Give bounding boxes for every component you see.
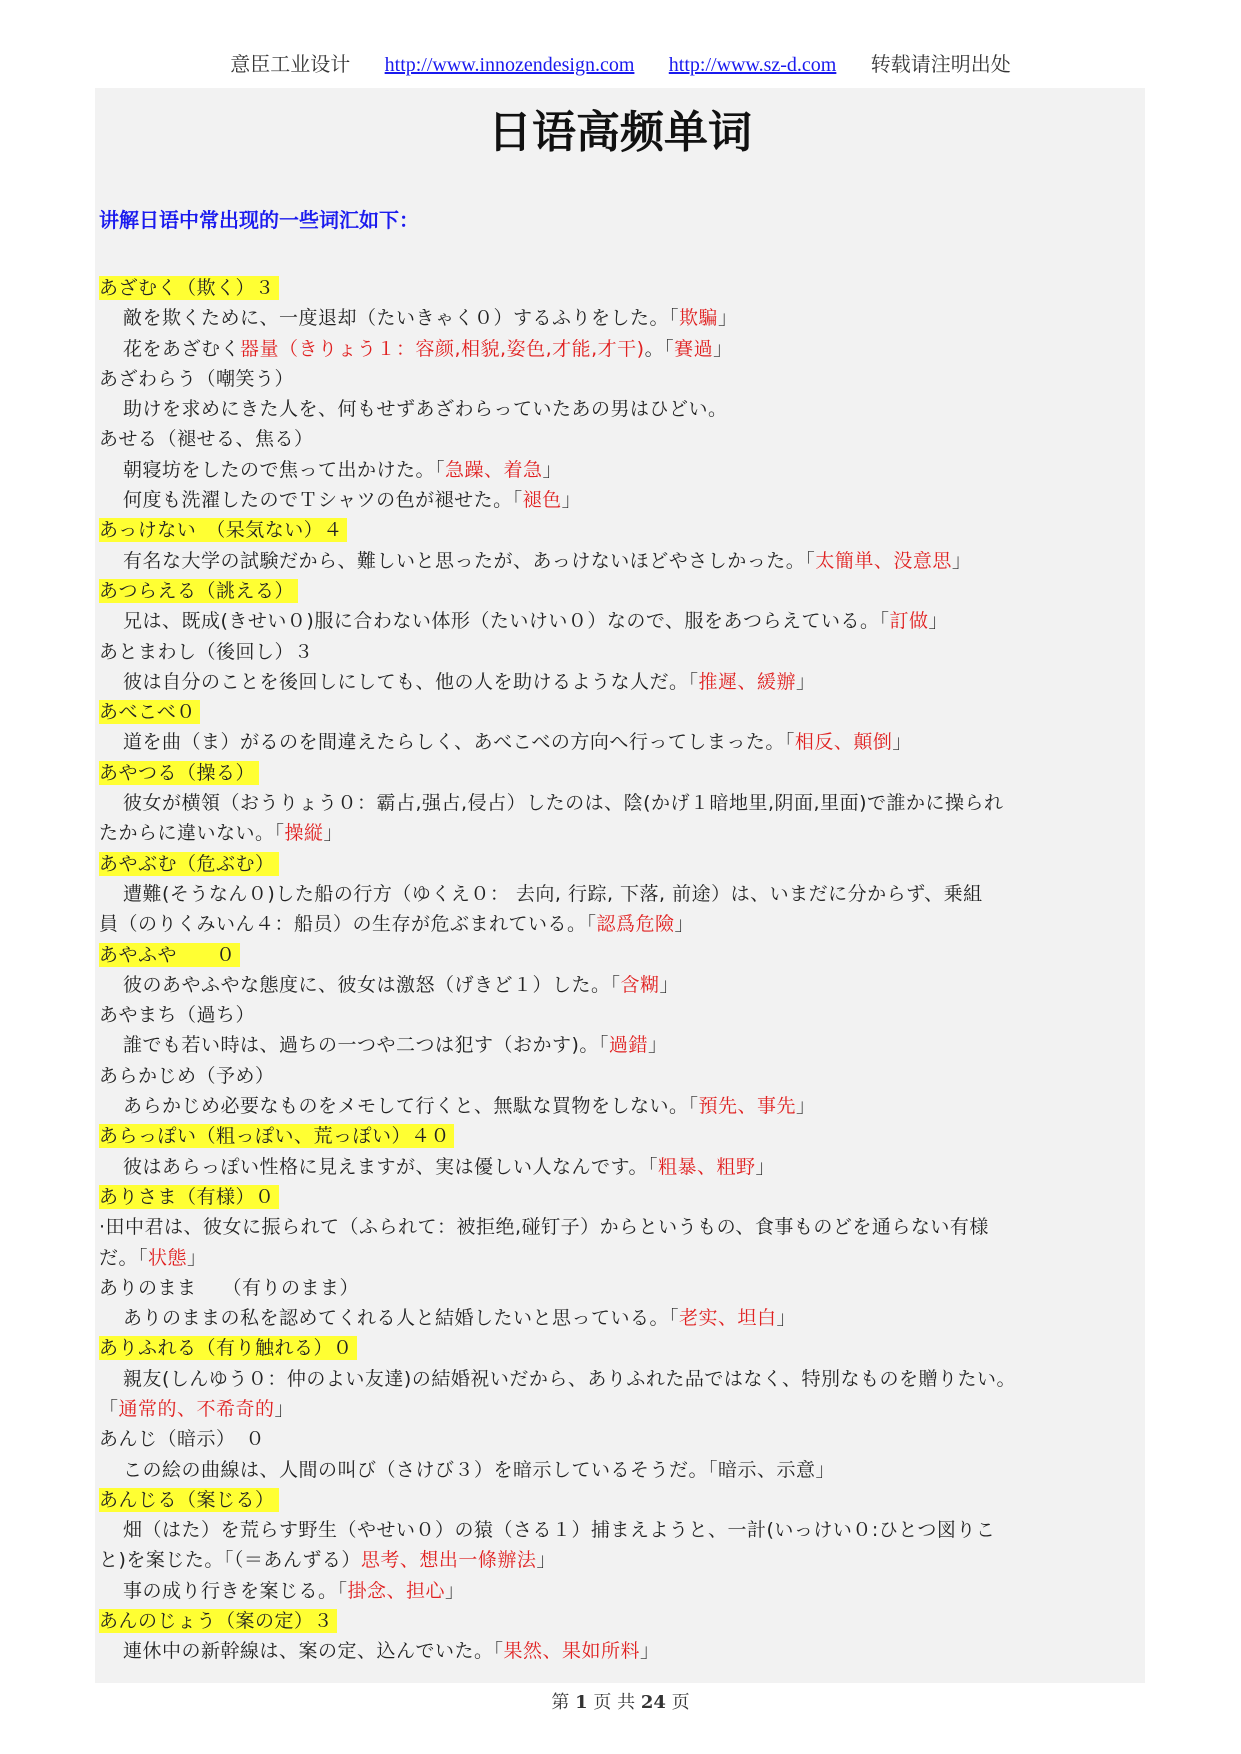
example-sentence — [99, 667, 1159, 697]
vocab-entry — [99, 364, 1159, 394]
highlighted-term — [99, 700, 200, 724]
text-segment: 親友(しんゆう０：仲のよい友達)の結婚祝いだから、ありふれた品ではなく、特別なものを贈りたい。 — [123, 1367, 1016, 1390]
translation-text: 思考、想出一條辦法 — [360, 1549, 537, 1572]
text-segment: あらっぽい（粗っぽい、荒っぽい）４０ — [99, 1125, 451, 1148]
highlighted-term — [99, 1185, 279, 1209]
text-segment: 」 — [674, 913, 695, 936]
text-segment: 。「 — [644, 337, 675, 360]
page-footer — [0, 1688, 1241, 1714]
text-segment: 員（のりくみいん４：船员）の生存が危ぶまれている。「 — [99, 913, 597, 936]
footer-prefix: 第 — [551, 1692, 570, 1713]
example-sentence — [99, 879, 1159, 909]
example-sentence — [99, 1636, 1159, 1666]
example-sentence — [99, 485, 1159, 515]
line-text — [99, 822, 343, 844]
text-segment: 彼は自分のことを後回しにしても、他の人を助けるような人だ。「 — [123, 670, 699, 693]
vocab-entry — [99, 940, 1159, 970]
vocab-entry — [99, 1273, 1159, 1303]
text-segment: 有名な大学の試験だから、難しいと思ったが、あっけないほどやさしかった。「 — [123, 549, 816, 572]
translation-text: 粗暴、粗野 — [657, 1155, 756, 1178]
vocab-entry — [99, 273, 1159, 303]
text-segment: ありふれる（有り触れる）０ — [99, 1337, 353, 1360]
example-sentence — [99, 334, 1159, 364]
line-text — [123, 489, 581, 511]
text-segment: 事の成り行きを案じる。「 — [123, 1579, 348, 1602]
example-sentence — [99, 1091, 1159, 1121]
continuation-line — [99, 909, 1159, 939]
text-segment: 道を曲（ま）がるのを間違えたらしく、あべこべの方向へ行ってしまった。「 — [123, 731, 795, 754]
translation-text: 掛念、担心 — [347, 1579, 446, 1602]
text-segment: 「 — [99, 1397, 119, 1420]
example-sentence — [99, 546, 1159, 576]
highlighted-term — [99, 1488, 279, 1512]
text-segment: 」 — [445, 1579, 465, 1602]
intro-text: 讲解日语中常出现的一些词汇如下： — [99, 208, 419, 232]
continuation-line — [99, 1243, 1159, 1273]
text-segment: たからに違いない。「 — [99, 822, 285, 845]
text-segment: 誰でも若い時は、過ちの一つや二つは犯す（おかす)。「 — [123, 1034, 609, 1057]
line-text — [99, 1065, 275, 1087]
text-segment: 」 — [892, 731, 912, 754]
vocab-entry — [99, 1424, 1159, 1454]
line-text — [123, 671, 816, 693]
text-segment: あんのじょう（案の定）３ — [99, 1610, 334, 1633]
line-text — [99, 1398, 294, 1420]
text-segment: あとまわし（後回し）３ — [99, 640, 314, 663]
line-text — [99, 913, 694, 935]
continuation-line — [99, 1545, 1159, 1575]
text-segment: 彼女が横領（おうりょう０：霸占,强占,侵占）したのは、陰(かげ１暗地里,阴面,里面)で誰かに操られ — [123, 792, 1004, 815]
text-segment: あんじる（案じる） — [99, 1488, 275, 1511]
text-segment: 」 — [713, 337, 733, 360]
text-segment: 」 — [755, 1155, 776, 1178]
example-sentence — [99, 788, 1159, 818]
example-sentence — [99, 1152, 1159, 1182]
line-text — [123, 731, 912, 753]
line-text — [123, 550, 971, 572]
footer-middle: 页 共 — [593, 1692, 636, 1713]
highlighted-term — [99, 518, 347, 542]
text-segment: 兄は、既成(きせい０)服に合わない体形（たいけい０）なので、服をあつらえている。「 — [123, 610, 890, 633]
document-body — [95, 88, 1145, 1683]
text-segment: あやふや ０ — [99, 943, 236, 966]
line-text — [99, 641, 314, 663]
translation-text: 欺騙 — [679, 307, 719, 330]
line-text — [123, 1459, 835, 1481]
text-segment: あらかじめ必要なものをメモして行くと、無駄な買物をしない。「 — [123, 1095, 699, 1118]
vocab-entry — [99, 849, 1159, 879]
text-segment: だ。「 — [99, 1246, 149, 1269]
line-text — [123, 307, 738, 329]
page-header — [0, 48, 1241, 77]
text-segment: 彼のあやふやな態度に、彼女は激怒（げきど１）した。「 — [123, 973, 621, 996]
text-segment: あやぶむ（危ぶむ） — [99, 852, 275, 875]
copyright-notice: 转载请注明出处 — [870, 52, 1011, 76]
vocab-entry — [99, 424, 1159, 454]
text-segment: あっけない （呆気ない）４ — [99, 519, 343, 542]
text-segment: 」 — [928, 610, 948, 633]
text-segment: 助けを求めにきた人を、何もせずあざわらっていたあの男はひどい。 — [123, 398, 728, 421]
line-text — [123, 792, 1004, 814]
translation-text: 認爲危險 — [596, 913, 675, 936]
vocab-entry — [99, 637, 1159, 667]
document-title: 日语高频单词 — [488, 107, 752, 158]
innozen-link[interactable]: http://www.innozendesign.com — [384, 54, 635, 76]
text-segment: あざわらう（嘲笑う） — [99, 367, 295, 390]
example-sentence — [99, 1576, 1159, 1606]
vocab-entry — [99, 1333, 1159, 1363]
text-segment: 彼はあらっぽい性格に見えますが、実は優しい人なんです。「 — [123, 1155, 658, 1178]
highlighted-term — [99, 1336, 357, 1360]
highlighted-term — [99, 761, 259, 785]
line-text — [123, 883, 983, 905]
vocab-entry — [99, 697, 1159, 727]
text-segment: 花をあざむく — [123, 337, 241, 360]
line-text — [99, 1247, 207, 1269]
translation-text: 褪色 — [522, 489, 562, 512]
translation-text: 太簡単、没意思 — [815, 549, 952, 572]
text-segment: ありさま（有様）０ — [99, 1185, 275, 1208]
line-text — [123, 1640, 660, 1662]
line-text — [123, 1095, 816, 1117]
text-segment: あやつる（操る） — [99, 761, 256, 784]
line-text — [99, 428, 314, 450]
text-segment: 」 — [187, 1246, 207, 1269]
translation-text: 推遲、緩辦 — [698, 670, 797, 693]
highlighted-term — [99, 852, 279, 876]
text-segment: 畑（はた）を荒らす野生（やせい０）の猿（さる１）捕まえようと、一計(いっけい０:ひとつ図りこ — [123, 1519, 996, 1542]
text-segment: 遭難(そうなん０)した船の行方（ゆくえ０： 去向, 行踪, 下落, 前途）は、いまだに分からず、乗組 — [123, 882, 983, 905]
szd-link[interactable]: http://www.sz-d.com — [668, 54, 837, 76]
text-segment: 敵を欺くために、一度退却（たいきゃく０）するふりをした。「 — [123, 307, 680, 330]
continuation-line — [99, 1212, 1159, 1242]
text-segment: 」 — [536, 1549, 556, 1572]
translation-text: 器量（きりょう１：容颜,相貌,姿色,才能,才干) — [240, 337, 645, 360]
translation-text: 老实、坦白 — [679, 1307, 777, 1330]
translation-text: 含糊 — [620, 973, 660, 996]
line-text — [99, 368, 294, 390]
text-segment: と)を案じた。「（＝あんずる） — [99, 1549, 361, 1572]
translation-text: 通常的、不希奇的 — [118, 1397, 275, 1420]
text-segment: 」 — [718, 307, 738, 330]
text-segment: 連休中の新幹線は、案の定、込んでいた。「 — [123, 1640, 504, 1663]
text-segment: 」 — [542, 458, 563, 481]
line-text — [99, 1216, 989, 1238]
vocab-entry — [99, 515, 1159, 545]
text-segment: ありのまま （有りのまま） — [99, 1276, 360, 1299]
text-segment: 」 — [796, 1095, 816, 1118]
continuation-line — [99, 818, 1159, 848]
vocab-entry — [99, 576, 1159, 606]
company-name: 意臣工业设计 — [230, 52, 351, 76]
translation-text: 操縦 — [284, 822, 324, 845]
example-sentence — [99, 1364, 1159, 1394]
text-segment: 何度も洗濯したのでＴシャツの色が褪せた。「 — [123, 489, 523, 512]
text-segment: 」 — [640, 1640, 660, 1663]
text-segment: あせる（褪せる、焦る） — [99, 428, 314, 451]
line-text — [123, 398, 728, 420]
text-segment: 」 — [776, 1307, 797, 1330]
example-sentence — [99, 970, 1159, 1000]
text-segment: 」 — [274, 1397, 295, 1420]
line-text — [123, 1307, 796, 1329]
text-segment: あんじ（暗示） ０ — [99, 1428, 266, 1451]
highlighted-term — [99, 579, 298, 603]
line-text — [123, 459, 562, 481]
example-sentence — [99, 303, 1159, 333]
example-sentence — [99, 606, 1159, 636]
text-segment: この絵の曲線は、人間の叫び（さけび３）を暗示しているそうだ。「暗示、示意」 — [123, 1458, 836, 1481]
line-text — [123, 1580, 465, 1602]
highlighted-term — [99, 1124, 454, 1148]
total-pages: 24 — [640, 1692, 666, 1713]
text-segment: ありのままの私を認めてくれる人と結婚したいと思っている。「 — [123, 1307, 680, 1330]
example-sentence — [99, 455, 1159, 485]
line-text — [123, 610, 948, 632]
line-text — [99, 1428, 265, 1450]
vocab-entry — [99, 1606, 1159, 1636]
highlighted-term — [99, 1609, 337, 1633]
example-sentence — [99, 394, 1159, 424]
translation-text: 相反、顛倒 — [794, 731, 893, 754]
vocab-entry — [99, 758, 1159, 788]
vocab-entry — [99, 1485, 1159, 1515]
text-segment: 」 — [647, 1034, 668, 1057]
vocabulary-list — [99, 273, 1159, 1667]
translation-text: 状態 — [148, 1246, 188, 1269]
text-segment: 」 — [659, 973, 680, 996]
example-sentence — [99, 1303, 1159, 1333]
text-segment: 」 — [561, 489, 582, 512]
text-segment: あべこべ０ — [99, 701, 196, 724]
footer-suffix: 页 — [671, 1692, 690, 1713]
line-text — [99, 1549, 556, 1571]
translation-text: 過錯 — [608, 1034, 648, 1057]
translation-text: 果然、果如所料 — [503, 1640, 641, 1663]
line-text — [123, 1368, 1016, 1390]
line-text — [123, 974, 679, 996]
text-segment: 」 — [323, 822, 344, 845]
text-segment: 朝寝坊をしたので焦って出かけた。「 — [123, 458, 446, 481]
text-segment: あらかじめ（予め） — [99, 1064, 275, 1087]
page-number: 1 — [575, 1692, 588, 1713]
line-text — [123, 1034, 667, 1056]
continuation-line — [99, 1394, 1159, 1424]
vocab-entry — [99, 1061, 1159, 1091]
translation-text: 預先、事先 — [698, 1095, 797, 1118]
text-segment: あやまち（過ち） — [99, 1004, 256, 1027]
example-sentence — [99, 1030, 1159, 1060]
line-text — [99, 1004, 255, 1026]
example-sentence — [99, 1515, 1159, 1545]
translation-text: 訂做 — [889, 610, 929, 633]
text-segment: ·田中君は、彼女に振られて（ふられて：被拒绝,碰钉子）からというもの、食事ものどを通らない有様 — [99, 1216, 989, 1239]
vocab-entry — [99, 1182, 1159, 1212]
translation-text: 急躁、着急 — [445, 458, 543, 481]
vocab-entry — [99, 1121, 1159, 1151]
example-sentence — [99, 727, 1159, 757]
line-text — [123, 1519, 995, 1541]
vocab-entry — [99, 1000, 1159, 1030]
text-segment: あつらえる（誂える） — [99, 579, 295, 602]
line-text — [123, 338, 733, 360]
highlighted-term — [99, 943, 240, 967]
line-text — [99, 1277, 359, 1299]
translation-text: 賽過 — [674, 337, 714, 360]
text-segment: 」 — [796, 670, 816, 693]
highlighted-term — [99, 276, 279, 300]
example-sentence — [99, 1455, 1159, 1485]
line-text — [123, 1156, 775, 1178]
text-segment: 」 — [951, 549, 972, 572]
text-segment: あざむく（欺く）３ — [99, 277, 275, 299]
